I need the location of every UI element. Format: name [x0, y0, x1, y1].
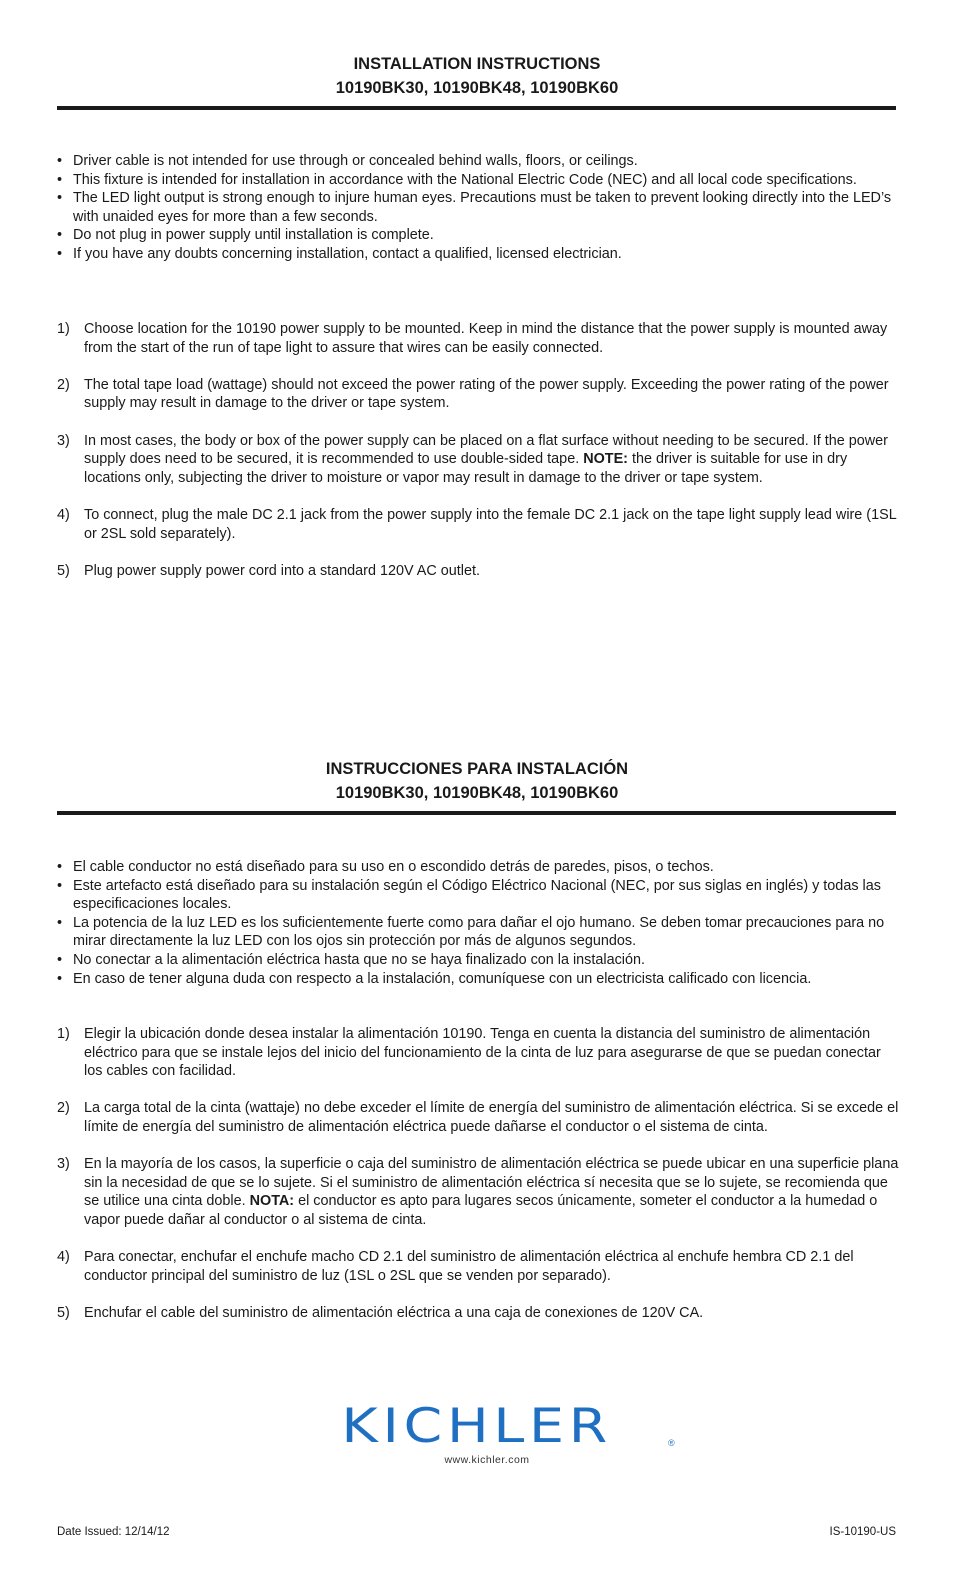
kichler-logo — [0, 1398, 954, 1466]
spanish-divider — [57, 811, 896, 815]
english-title: INSTALLATION INSTRUCTIONS — [353, 55, 601, 73]
spanish-header — [0, 757, 954, 805]
spanish-models: 10190BK30, 10190BK48, 10190BK60 — [335, 784, 619, 802]
english-models: 10190BK30, 10190BK48, 10190BK60 — [335, 79, 619, 97]
note-label: NOTE: — [583, 451, 628, 468]
english-header — [0, 52, 954, 100]
spanish-warnings — [57, 858, 902, 988]
list-item: • If you have any doubts concerning installation, contact a qualified, licensed electrician. — [57, 245, 622, 262]
step-item: 4) To connect, plug the male DC 2.1 jack from the power supply into the female DC 2.1 jack on the tape light supply lead wire (1SL or 2SL sold separately). — [57, 506, 897, 542]
step-item: 3) In most cases, the body or box of the power supply can be placed on a flat surface without needing to be secured. If the power supply does need to be secured, it is recommended to use double-sided tape. NOTE: the driver is suitable for use in dry locations only, subjecting the driver to moisture or vapor may result in damage to the driver or tape system. — [57, 432, 888, 486]
registered-mark: ® — [668, 1438, 675, 1448]
date-issued: Date Issued: 12/14/12 — [57, 1526, 170, 1538]
step-item: 1) Elegir la ubicación donde desea instalar la alimentación 10190. Tenga en cuenta la distancia del suministro de alimentación eléctrico para que se instale lejos del inicio del funcionamiento de la cinta de luz para asegurarse de que se puedan conectar los cables con facilidad. — [57, 1026, 881, 1080]
spanish-steps — [57, 1025, 902, 1341]
spanish-title: INSTRUCCIONES PARA INSTALACIÓN — [325, 760, 629, 778]
list-item: • Do not plug in power supply until installation is complete. — [57, 227, 434, 244]
english-divider — [57, 106, 896, 110]
step-item: 2) La carga total de la cinta (wattaje) no debe exceder el límite de energía del suministro de alimentación eléctrica. Si se excede el límite de energía del suministro de alimentación eléctrica puede dañarse el conductor o el sistema de cinta. — [57, 1100, 899, 1135]
step-item: 5) Plug power supply power cord into a standard 120V AC outlet. — [57, 562, 480, 579]
document-id: IS-10190-US — [829, 1526, 896, 1538]
english-warnings — [57, 152, 902, 264]
list-item: • La potencia de la luz LED es los suficientemente fuerte como para dañar el ojo humano. Se deben tomar precauciones para no mirar directamente la luz LED con los ojos sin protección por más de algunos segundos. — [57, 914, 885, 950]
list-item: • Este artefacto está diseñado para su instalación según el Código Eléctrico Nacional (NEC, por sus siglas en inglés) y todas las especificaciones locales. — [57, 877, 881, 913]
step-item: 4) Para conectar, enchufar el enchufe macho CD 2.1 del suministro de alimentación eléctrica al enchufe hembra CD 2.1 del conductor principal del suministro de luz (1SL o 2SL que se venden por separado). — [57, 1249, 854, 1284]
note-label: NOTA: — [249, 1193, 295, 1210]
list-item: • En caso de tener alguna duda con respecto a la instalación, comuníquese con un electricista calificado con licencia. — [57, 970, 812, 987]
list-item: • This fixture is intended for installation in accordance with the National Electric Code (NEC) and all local code specifications. — [57, 171, 857, 188]
list-item: • El cable conductor no está diseñado para su uso en o escondido detrás de paredes, pisos, o techos. — [57, 859, 714, 875]
logo-wordmark: KICHLER — [341, 1399, 613, 1454]
step-item: 3) En la mayoría de los casos, la superficie o caja del suministro de alimentación eléctrica se puede ubicar en una superficie plana sin la necesidad de que se lo sujete. Si el suministro de alimentación eléctrica sí necesita que se lo sujete, se recomienda que se utilice una cinta doble. NOTA: el conductor es apto para lugares secos únicamente, someter el conductor a la humedad o vapor puede dañar al conductor o al sistema de cinta. — [57, 1156, 899, 1228]
english-steps — [57, 320, 902, 599]
step-item: 5) Enchufar el cable del suministro de alimentación eléctrica a una caja de conexiones de 120V CA. — [57, 1304, 704, 1321]
list-item: • No conectar a la alimentación eléctrica hasta que no se haya finalizado con la instalación. — [57, 951, 645, 968]
list-item: • Driver cable is not intended for use through or concealed behind walls, floors, or ceilings. — [57, 153, 638, 169]
step-item: 1) Choose location for the 10190 power supply to be mounted. Keep in mind the distance that the power supply is mounted away from the start of the run of tape light to assure that wires can be easily connected. — [57, 321, 888, 356]
list-item: • The LED light output is strong enough to injure human eyes. Precautions must be taken to prevent looking directly into the LED’s with unaided eyes for more than a few seconds. — [57, 190, 892, 225]
step-item: 2) The total tape load (wattage) should not exceed the power rating of the power supply. Exceeding the power rating of the power supply may result in damage to the driver or tape system. — [57, 376, 889, 412]
logo-url: www.kichler.com — [444, 1454, 530, 1466]
